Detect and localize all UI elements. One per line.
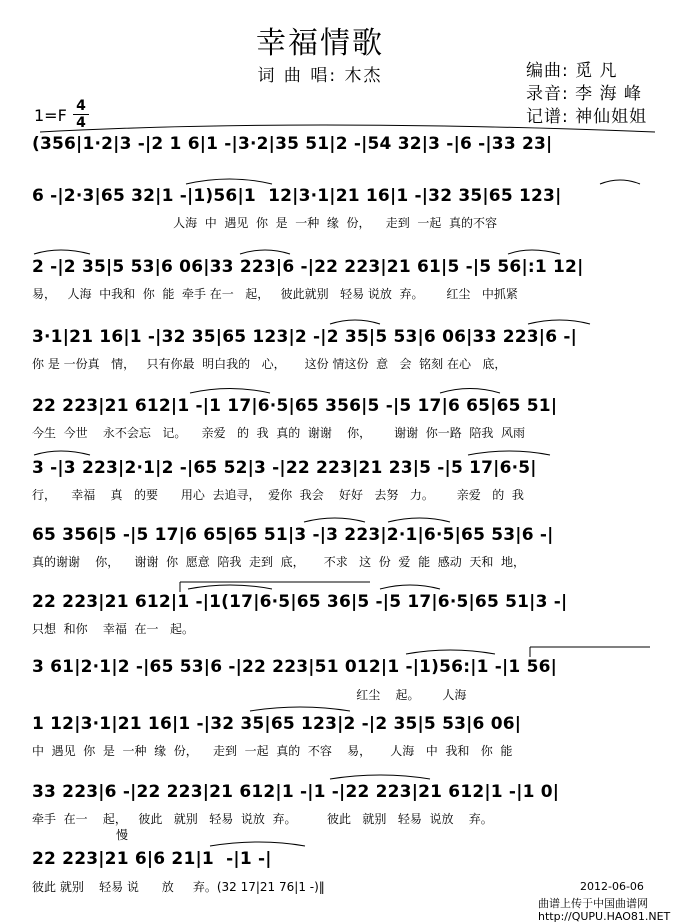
- lyric-line-5: 今生 今世 永不会忘 记。 亲爱 的 我 真的 谢谢 你， 谢谢 你一路 陪我 风雨: [32, 426, 525, 440]
- slur: [330, 775, 430, 779]
- date: 2012-06-06: [580, 880, 644, 893]
- lyric-line-10: 中 遇见 你 是 一种 缘 份， 走到 一起 真的 不容 易， 人海 中 我和 你 能: [32, 744, 513, 758]
- lyric-line-12: 彼此 就别 轻易 说 放 弃。(32 17|21 76|1 -)‖: [32, 880, 325, 894]
- time-sig-bottom: 4: [76, 115, 86, 131]
- score-line-5: 22 223|21 612|1 -|1 17|6·5|65 356|5 -|5 17|6 65|65 51|: [32, 396, 558, 416]
- song-title: 幸福情歌: [256, 26, 384, 61]
- lyric-line-9: 红尘 起。 人海: [32, 688, 467, 702]
- slur: [330, 320, 380, 324]
- score-line-4: 3·1|21 16|1 -|32 35|65 123|2 -|2 35|5 53|6 06|33 223|6 -|: [32, 327, 578, 347]
- time-sig-top: 4: [76, 98, 86, 114]
- slur: [468, 451, 550, 455]
- lyric-line-8: 只想 和你 幸福 在一 起。: [32, 622, 194, 636]
- score-line-12: 22 223|21 6|6 21|1 -|1 -|: [32, 849, 272, 869]
- slur: [186, 179, 272, 184]
- lyric-line-7: 真的谢谢 你， 谢谢 你 愿意 陪我 走到 底， 不求 这 份 爱 能 感动 天和 地，: [32, 555, 525, 569]
- slur: [508, 250, 560, 254]
- slur: [304, 518, 365, 522]
- arranger: 编曲: 觅 凡: [526, 61, 618, 81]
- lyric-line-2: 人海 中 遇见 你 是 一种 缘 份， 走到 一起 真的不容: [32, 216, 498, 230]
- key-signature: 1=F: [34, 106, 67, 125]
- score-line-7: 65 356|5 -|5 17|6 65|65 51|3 -|3 223|2·1|6·5|65 53|6 -|: [32, 525, 554, 545]
- slur: [380, 585, 440, 589]
- lyric-line-3: 易， 人海 中我和 你 能 牵手 在一 起， 彼此就别 轻易 说放 弃。 红尘 中抓紧: [32, 287, 518, 301]
- lyric-line-4: 你 是 一份真 情， 只有你最 明白我的 心， 这份 情这份 意 会 铭刻 在心 底，: [32, 357, 507, 371]
- slur: [250, 707, 350, 711]
- score-line-10: 1 12|3·1|21 16|1 -|32 35|65 123|2 -|2 35|5 53|6 06|: [32, 714, 522, 734]
- score-line-9: 3 61|2·1|2 -|65 53|6 -|22 223|51 012|1 -|1)56:|1 -|1 56|: [32, 657, 558, 677]
- slur: [600, 180, 640, 184]
- song-credit: 词 曲 唱: 木杰: [257, 66, 383, 86]
- lyric-line-6: 行， 幸福 真 的要 用心 去追寻， 爱你 我会 好好 去努 力。 亲爱 的 我: [32, 488, 524, 502]
- slur: [34, 451, 90, 455]
- tempo-marking: 慢: [116, 828, 129, 842]
- recording: 录音: 李 海 峰: [526, 84, 642, 104]
- score-line-8: 22 223|21 612|1 -|1(17|6·5|65 36|5 -|5 17|6·5|65 51|3 -|: [32, 592, 568, 612]
- watermark-line-2: http://QUPU.HAO81.NET: [538, 910, 671, 923]
- slur: [528, 320, 590, 324]
- slur: [388, 518, 450, 522]
- slur: [440, 389, 500, 394]
- slur: [406, 650, 495, 654]
- slur: [190, 389, 270, 394]
- slur: [240, 250, 290, 254]
- score-line-1: (356|1·2|3 -|2 1 6|1 -|3·2|35 51|2 -|54 32|3 -|6 -|33 23|: [32, 134, 553, 154]
- score-line-3: 2 -|2 35|5 53|6 06|33 223|6 -|22 223|21 61|5 -|5 56|:1 12|: [32, 257, 584, 277]
- watermark-line-1: 曲谱上传于中国曲谱网: [538, 897, 648, 910]
- slur: [34, 250, 90, 254]
- slur: [40, 125, 655, 132]
- score-line-2: 6 -|2·3|65 32|1 -|1)56|1 12|3·1|21 16|1 -|32 35|65 123|: [32, 186, 562, 206]
- slur: [210, 842, 305, 846]
- lyric-line-11: 牵手 在一 起， 彼此 就别 轻易 说放 弃。 彼此 就别 轻易 说放 弃。: [32, 812, 493, 826]
- score-line-11: 33 223|6 -|22 223|21 612|1 -|1 -|22 223|21 612|1 -|1 0|: [32, 782, 560, 802]
- slur: [188, 585, 272, 589]
- transcriber: 记谱: 神仙姐姐: [526, 107, 648, 127]
- score-line-6: 3 -|3 223|2·1|2 -|65 52|3 -|22 223|21 23|5 -|5 17|6·5|: [32, 458, 537, 478]
